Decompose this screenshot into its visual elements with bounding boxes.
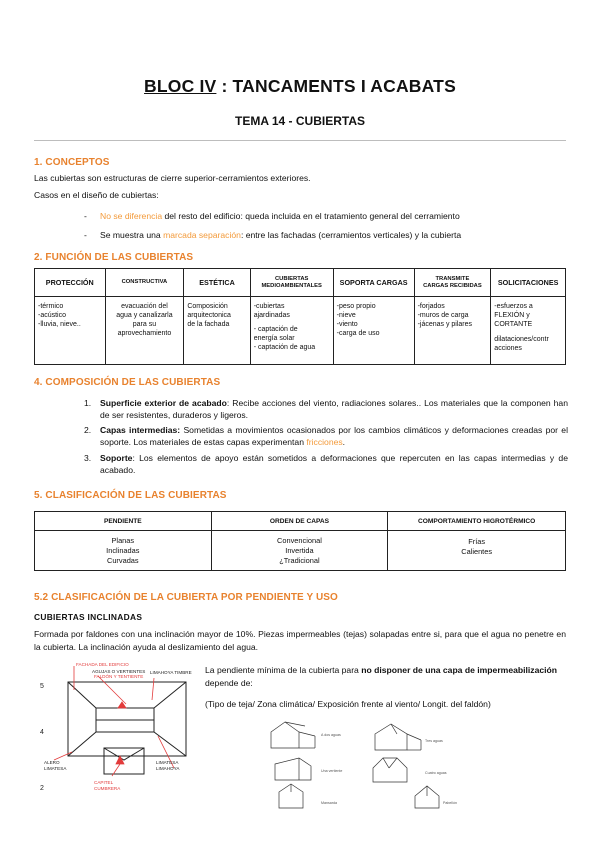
classification-table (34, 511, 566, 571)
bullet-dash: - (84, 211, 87, 221)
header-estetica: ESTÉTICA (184, 269, 250, 297)
slope-text-post: depende de: (205, 678, 253, 688)
cell-line: dilataciones/contr (494, 336, 549, 343)
cell-line: - captación de agua (253, 344, 316, 351)
list-item (84, 452, 568, 476)
header-medioambientales: CUBIERTAS MEDIOAMBIENTALES (250, 269, 333, 297)
cell-line: -lluvia, nieve.. (38, 321, 81, 328)
header-pendiente: PENDIENTE (35, 512, 212, 531)
sketch-label: Cuatro aguas (425, 771, 447, 775)
cell-line: -forjados (417, 303, 445, 310)
cell-higrotermico (388, 531, 566, 571)
sketch-label: Pabellón (443, 801, 457, 805)
annex-ridge (104, 748, 144, 760)
cell-line: -esfuerzos a (494, 303, 533, 310)
cell-line: FLEXIÓN y (494, 312, 530, 319)
header-orden-capas: ORDEN DE CAPAS (211, 512, 388, 531)
cell-line: -carga de uso (336, 330, 380, 337)
header-constructiva: CONSTRUCTIVA (105, 269, 184, 297)
sketch-one-slope (275, 758, 311, 780)
bullet-highlight: No se diferencia (100, 211, 163, 221)
cell-line: -jácenas y pilares (417, 321, 473, 328)
cell-line: ajardinadas (253, 312, 290, 319)
cell-solicitaciones (491, 297, 566, 365)
header-higrotermico: COMPORTAMIENTO HIGROTÉRMICO (388, 512, 566, 531)
cell-line: Invertida (285, 545, 314, 555)
list-body: : Los elementos de apoyo están sometidos a deformaciones que repercuten en las capas intermedias y de acabado. (100, 453, 568, 475)
diagram-label: CAPITEL (94, 780, 114, 785)
list-number: 3. (84, 453, 92, 463)
diagram-label: FALDÓN Y TENTIENTE (94, 674, 144, 679)
slope-factors: (Tipo de teja/ Zona climática/ Exposición frente al viento/ Longit. del faldón) (205, 699, 491, 709)
cell-line: energía solar (253, 335, 295, 342)
cell-line: - captación de (253, 326, 298, 333)
divider (34, 140, 566, 141)
table-row (35, 531, 566, 571)
slope-text-bold: no disponer de una capa de impermeabilización (361, 665, 558, 675)
table-header-row (35, 269, 566, 297)
cell-line: de la fachada (187, 321, 230, 328)
cell-line: acciones (494, 345, 522, 352)
roof-outline (68, 682, 186, 756)
bullet-highlight: marcada separación (163, 230, 241, 240)
arrow-icon (116, 756, 124, 764)
title-bloc: BLOC IV (144, 76, 217, 96)
ridge-bottom (68, 732, 186, 756)
cell-line: -cubiertas (253, 303, 285, 310)
list-bold: Soporte (100, 453, 133, 463)
cell-line: Planas (111, 535, 135, 545)
list-body: . (342, 437, 346, 447)
cell-line: CORTANTE (494, 321, 533, 328)
cell-line: -nieve (336, 312, 356, 319)
header-transmite-line: CARGAS RECIBIDAS (423, 282, 482, 289)
diagram-label: LIMAHOYA (156, 766, 180, 771)
section-4-heading: 4. COMPOSICIÓN DE LAS CUBIERTAS (34, 377, 221, 388)
bullet-dash: - (84, 230, 87, 240)
cell-line: aprovechamiento (117, 330, 172, 337)
list-body: : Recibe acciones del viento, radiaciones solares.. Los materiales que la componen han de ser resistentes, duraderos y ligeros. (100, 398, 568, 420)
header-proteccion: PROTECCIÓN (35, 269, 106, 297)
diagram-label: CUMBRERA (94, 786, 121, 791)
header-soporta-cargas: SOPORTA CARGAS (333, 269, 414, 297)
cell-line: Convencional (277, 535, 322, 545)
label-leader (152, 678, 154, 700)
sketch-pavilion (415, 786, 439, 808)
sketch-label: A dos aguas (321, 733, 341, 737)
cell-line: evacuación del (121, 303, 168, 310)
cell-line: Inclinadas (106, 545, 140, 555)
section-52-heading: 5.2 CLASIFICACIÓN DE LA CUBIERTA POR PENDIENTE Y USO (34, 592, 338, 603)
cell-line: arquitectonica (187, 312, 231, 319)
section-1-heading: 1. CONCEPTOS (34, 157, 110, 168)
diagram-label: LIMAHOYA TIMBRE (150, 670, 192, 675)
list-text (100, 424, 568, 448)
cell-line: -acústico (38, 312, 67, 319)
sketch-label: Mansarda (321, 801, 337, 805)
list-text (100, 397, 568, 421)
cell-medioambientales (250, 297, 333, 365)
bullet-item (84, 230, 461, 240)
cell-line: para su (132, 321, 157, 328)
cell-line: -térmico (38, 303, 64, 310)
cell-line: Frías (468, 537, 486, 546)
bullet-text: del resto del edificio: queda incluida en el tratamiento general del cerramiento (162, 211, 460, 221)
title-rest: : TANCAMENTS I ACABATS (216, 76, 456, 96)
subheading-inclinadas: CUBIERTAS INCLINADAS (34, 612, 143, 622)
diagram-label: ALERO (44, 760, 60, 765)
cell-constructiva (105, 297, 184, 365)
table-header-row (35, 512, 566, 531)
section-2-heading: 2. FUNCIÓN DE LAS CUBIERTAS (34, 252, 194, 263)
diagram-number: 2 (40, 785, 44, 792)
cell-line: -viento (336, 321, 358, 328)
list-bold: Superficie exterior de acabado (100, 398, 227, 408)
table-row (35, 297, 566, 365)
sketch-mansard (279, 784, 303, 808)
cell-proteccion (35, 297, 106, 365)
section-1-line-1: Las cubiertas son estructuras de cierre superior-cerramientos exteriores. (34, 173, 311, 183)
cell-orden-capas (211, 531, 388, 571)
list-number: 2. (84, 425, 92, 435)
diagram-label: LIMATESA (156, 760, 179, 765)
slope-text-pre: La pendiente mínima de la cubierta para (205, 665, 362, 675)
page-subtitle: TEMA 14 - CUBIERTAS (234, 114, 365, 128)
section-5-heading: 5. CLASIFICACIÓN DE LAS CUBIERTAS (34, 490, 227, 501)
cell-line: Composición (187, 303, 228, 310)
diagram-label: LIMATESA (44, 766, 67, 771)
header-transmite (414, 269, 491, 297)
bullet-text: Se muestra una (100, 230, 164, 240)
cell-soporta (333, 297, 414, 365)
bullet-text: : entre las fachadas (cerramientos verticales) y la cubierta (240, 230, 462, 240)
ridge-top (68, 682, 186, 708)
label-leader (98, 676, 126, 704)
slope-text (205, 664, 567, 690)
cell-estetica (184, 297, 250, 365)
roof-plan-diagram (34, 660, 204, 792)
diagram-label: FACHADA DEL EDIFICIO (76, 662, 129, 667)
cell-line: agua y canalizarla (116, 312, 173, 319)
cell-pendiente (35, 531, 212, 571)
function-table (34, 268, 566, 365)
list-bold: Capas intermedias: (100, 425, 181, 435)
sketch-two-waters (271, 722, 315, 748)
list-item (84, 397, 568, 421)
page-title (0, 76, 600, 97)
cell-line: -muros de carga (417, 312, 469, 319)
section-1-line-2: Casos en el diseño de cubiertas: (34, 190, 159, 200)
header-transmite-line: TRANSMITE (435, 275, 470, 282)
cell-line: ¿Tradicional (279, 555, 320, 565)
cell-line: Curvadas (106, 555, 139, 565)
diagram-label: AGUJAS O VERTIENTES (92, 669, 146, 674)
paragraph-inclinadas: Formada por faldones con una inclinación mayor de 10%. Piezas impermeables (tejas) solapadas entre si, para que el agua no penetre en la cubierta. La inclinación ayuda al deslizamiento del agua. (34, 629, 566, 652)
list-number: 1. (84, 398, 92, 408)
list-highlight: fricciones (306, 437, 343, 447)
sketch-three-waters (375, 724, 421, 750)
cell-transmite (414, 297, 491, 365)
sketch-label: Una vertiente (321, 769, 343, 773)
roof-types-sketches (265, 718, 465, 810)
cell-line: Calientes (461, 547, 493, 556)
sketch-four-waters (373, 758, 407, 782)
cell-line: -peso propio (336, 303, 376, 310)
list-item (84, 424, 568, 448)
list-text (100, 452, 568, 476)
diagram-number: 4 (40, 729, 44, 736)
list-body: Sometidas a movimientos ocasionados por los cambios climáticos y deformaciones creadas por el soporte. Los materiales de estas capas experimentan (100, 425, 568, 447)
bullet-item (84, 211, 460, 221)
sketch-label: Tres aguas (425, 739, 443, 743)
header-solicitaciones: SOLICITACIONES (491, 269, 566, 297)
diagram-number: 5 (40, 683, 44, 690)
